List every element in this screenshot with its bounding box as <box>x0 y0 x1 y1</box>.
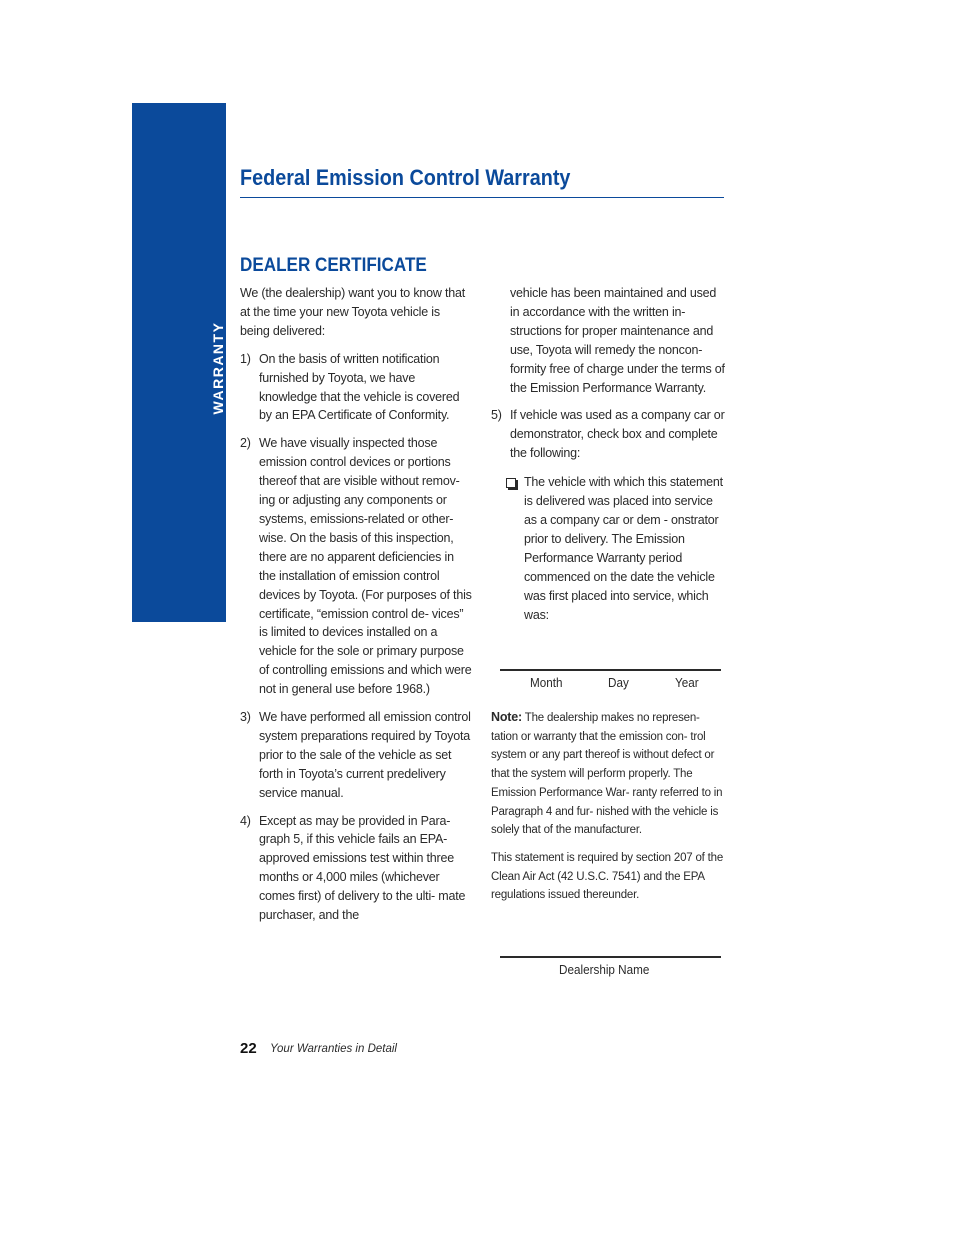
sidebar-label: WARRANTY <box>210 321 226 415</box>
list-item <box>240 350 472 426</box>
list-item-text: We have performed all emission control system preparations required by Toyota prior to the sale of the vehicle as set forth in Toyota’s current predelivery service manual. <box>259 710 471 800</box>
list-item-number: 5) <box>491 408 502 423</box>
dealership-signature-line[interactable] <box>500 956 721 958</box>
left-column <box>240 284 472 934</box>
date-signature-line[interactable] <box>500 669 721 671</box>
list-item <box>240 434 472 699</box>
page-number: 22 <box>240 1040 257 1057</box>
item-4-continuation: vehicle has been maintained and used in accordance with the written in- structions for proper maintenance and use, Toyota will remedy the noncon- formity free of charge under the terms of the Emission Performance Warranty. <box>510 286 725 395</box>
list-item <box>240 708 472 803</box>
note-text: The dealership makes no represen- tation or warranty that the emission con- trol system or any part thereof is without defect or that the system will perform properly. The Emission Performance War- ranty referred to in Paragraph 4 and fur- nished with the vehicle is solely that of the manufacturer. <box>491 712 723 837</box>
year-label: Year <box>675 675 699 690</box>
note-block <box>491 708 725 914</box>
list-item-text: We have visually inspected those emission control devices or portions thereof that are visible without remov- ing or adjusting any components or systems, emissions-related or other- wise. On the basis of this inspection, there are no apparent deficiencies in the installation of emission control devices by Toyota. (For purposes of this certificate, “emission control de- vices” is limited to devices installed on a vehicle for the sole or primary purpose of controlling emissions and which were not in general use before 1968.) <box>259 436 472 697</box>
statement-paragraph: This statement is required by section 207 of the Clean Air Act (42 U.S.C. 7541) and the EPA regulations issued thereunder. <box>491 851 724 902</box>
list-item-text: If vehicle was used as a company car or demonstrator, check box and complete the following: <box>510 408 725 461</box>
dealership-name-label: Dealership Name <box>559 962 650 977</box>
month-label: Month <box>530 675 563 690</box>
note-label: Note: <box>491 710 522 724</box>
footer-title: Your Warranties in Detail <box>270 1043 397 1055</box>
note-paragraph <box>491 708 725 840</box>
list-item-number: 1) <box>240 351 251 366</box>
company-car-checkbox-row <box>506 473 725 624</box>
day-label: Day <box>608 675 629 690</box>
list-item-number: 2) <box>240 436 251 451</box>
list-item-text: On the basis of written notification furnished by Toyota, we have knowledge that the vehicle is covered by an EPA Certificate of Conformity. <box>259 351 460 423</box>
checkbox-statement: The vehicle with which this statement is delivered was placed into service as a company car or dem - onstrator prior to delivery. The Emission Performance Warranty period commenced on the date the vehicle was first placed into service, which was: <box>524 475 723 622</box>
list-item-number: 4) <box>240 813 251 828</box>
intro-paragraph: We (the dealership) want you to know that at the time your new Toyota vehicle is being delivered: <box>240 286 466 338</box>
right-column <box>491 284 725 624</box>
list-item-text: Except as may be provided in Para- graph 5, if this vehicle fails an EPA- approved emissions test within three months or 4,000 miles (whichever comes first) of delivery to the ulti- mate purchaser, and the <box>259 813 466 923</box>
company-car-checkbox[interactable] <box>506 478 516 488</box>
list-item <box>491 406 725 463</box>
list-item <box>240 812 472 925</box>
list-item-number: 3) <box>240 710 251 725</box>
section-title: DEALER CERTIFICATE <box>240 255 427 276</box>
title-divider <box>240 197 724 198</box>
page-title: Federal Emission Control Warranty <box>240 165 571 190</box>
